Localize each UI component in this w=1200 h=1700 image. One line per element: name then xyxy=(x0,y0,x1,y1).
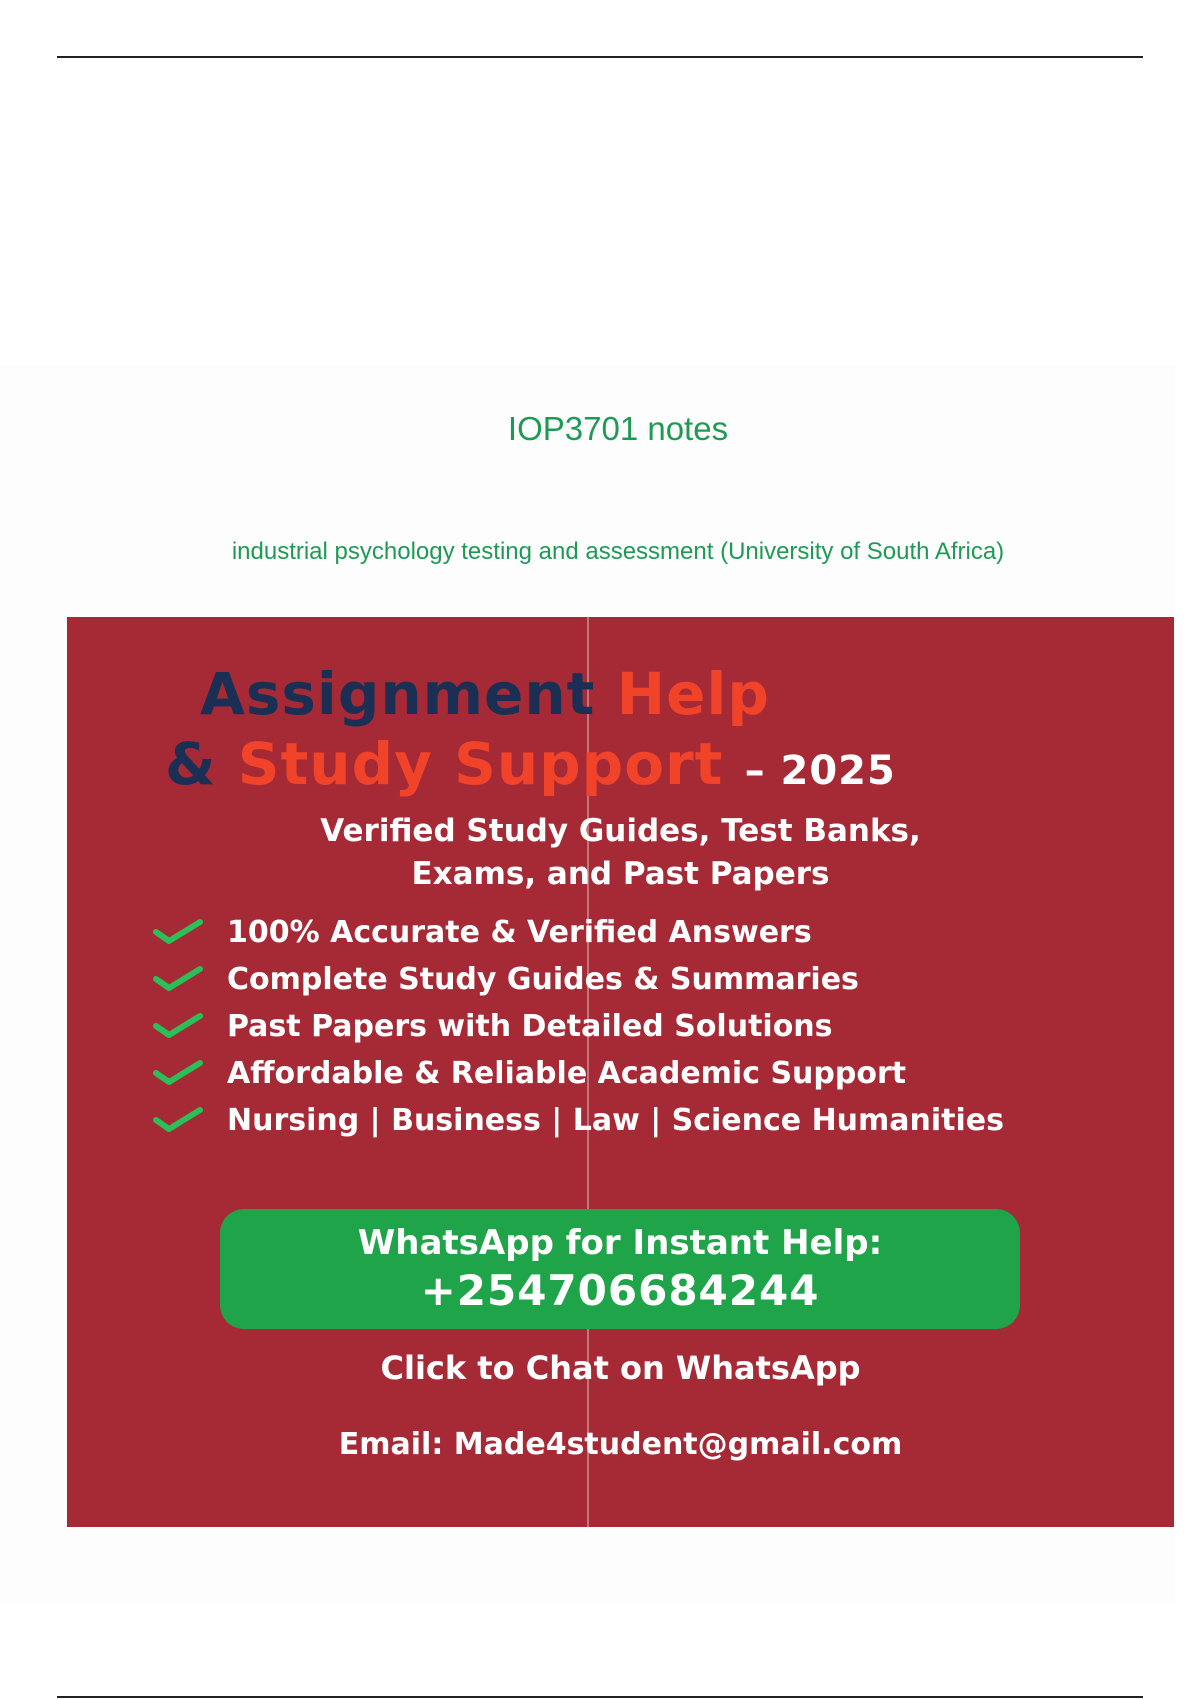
headline-line-1 xyxy=(200,660,770,728)
check-icon xyxy=(153,918,203,944)
headline-year: – 2025 xyxy=(744,748,896,794)
subheading-line-2: Exams, and Past Papers xyxy=(411,856,830,892)
feature-item xyxy=(153,1053,1163,1100)
check-icon xyxy=(153,1106,203,1132)
whatsapp-label: WhatsApp for Instant Help: xyxy=(357,1223,883,1263)
bottom-rule xyxy=(57,1696,1143,1698)
top-rule xyxy=(57,56,1143,58)
promo-flyer-image xyxy=(67,617,1174,1527)
feature-item xyxy=(153,1100,1163,1186)
check-icon xyxy=(153,965,203,991)
feature-text: Past Papers with Detailed Solutions xyxy=(227,1009,833,1044)
feature-item xyxy=(153,912,1163,959)
feature-text: 100% Accurate & Verified Answers xyxy=(227,915,812,950)
headline-help: Help xyxy=(616,660,770,728)
headline-study-support: Study Support xyxy=(237,730,724,798)
check-icon xyxy=(153,1012,203,1038)
headline-ampersand: & xyxy=(165,730,217,798)
email-contact: Email: Made4student@gmail.com xyxy=(338,1427,903,1462)
feature-text: Nursing | Business | Law | Science Humanities xyxy=(227,1103,1005,1138)
whatsapp-help-button[interactable] xyxy=(220,1209,1020,1329)
chat-on-whatsapp-link[interactable]: Click to Chat on WhatsApp xyxy=(380,1349,861,1387)
feature-item xyxy=(153,1006,1163,1053)
subheading-line-1: Verified Study Guides, Test Banks, xyxy=(320,813,921,849)
feature-text: Complete Study Guides & Summaries xyxy=(227,962,859,997)
feature-item xyxy=(153,959,1163,1006)
headline-line-2 xyxy=(165,730,896,798)
document-subtitle: industrial psychology testing and assessment (University of South Africa) xyxy=(231,538,1005,565)
document-title: IOP3701 notes xyxy=(507,410,729,447)
check-icon xyxy=(153,1059,203,1085)
headline-assignment: Assignment xyxy=(200,660,596,728)
feature-text: Affordable & Reliable Academic Support xyxy=(227,1056,907,1091)
whatsapp-number: +254706684244 xyxy=(420,1266,820,1315)
feature-list xyxy=(153,912,1163,1186)
